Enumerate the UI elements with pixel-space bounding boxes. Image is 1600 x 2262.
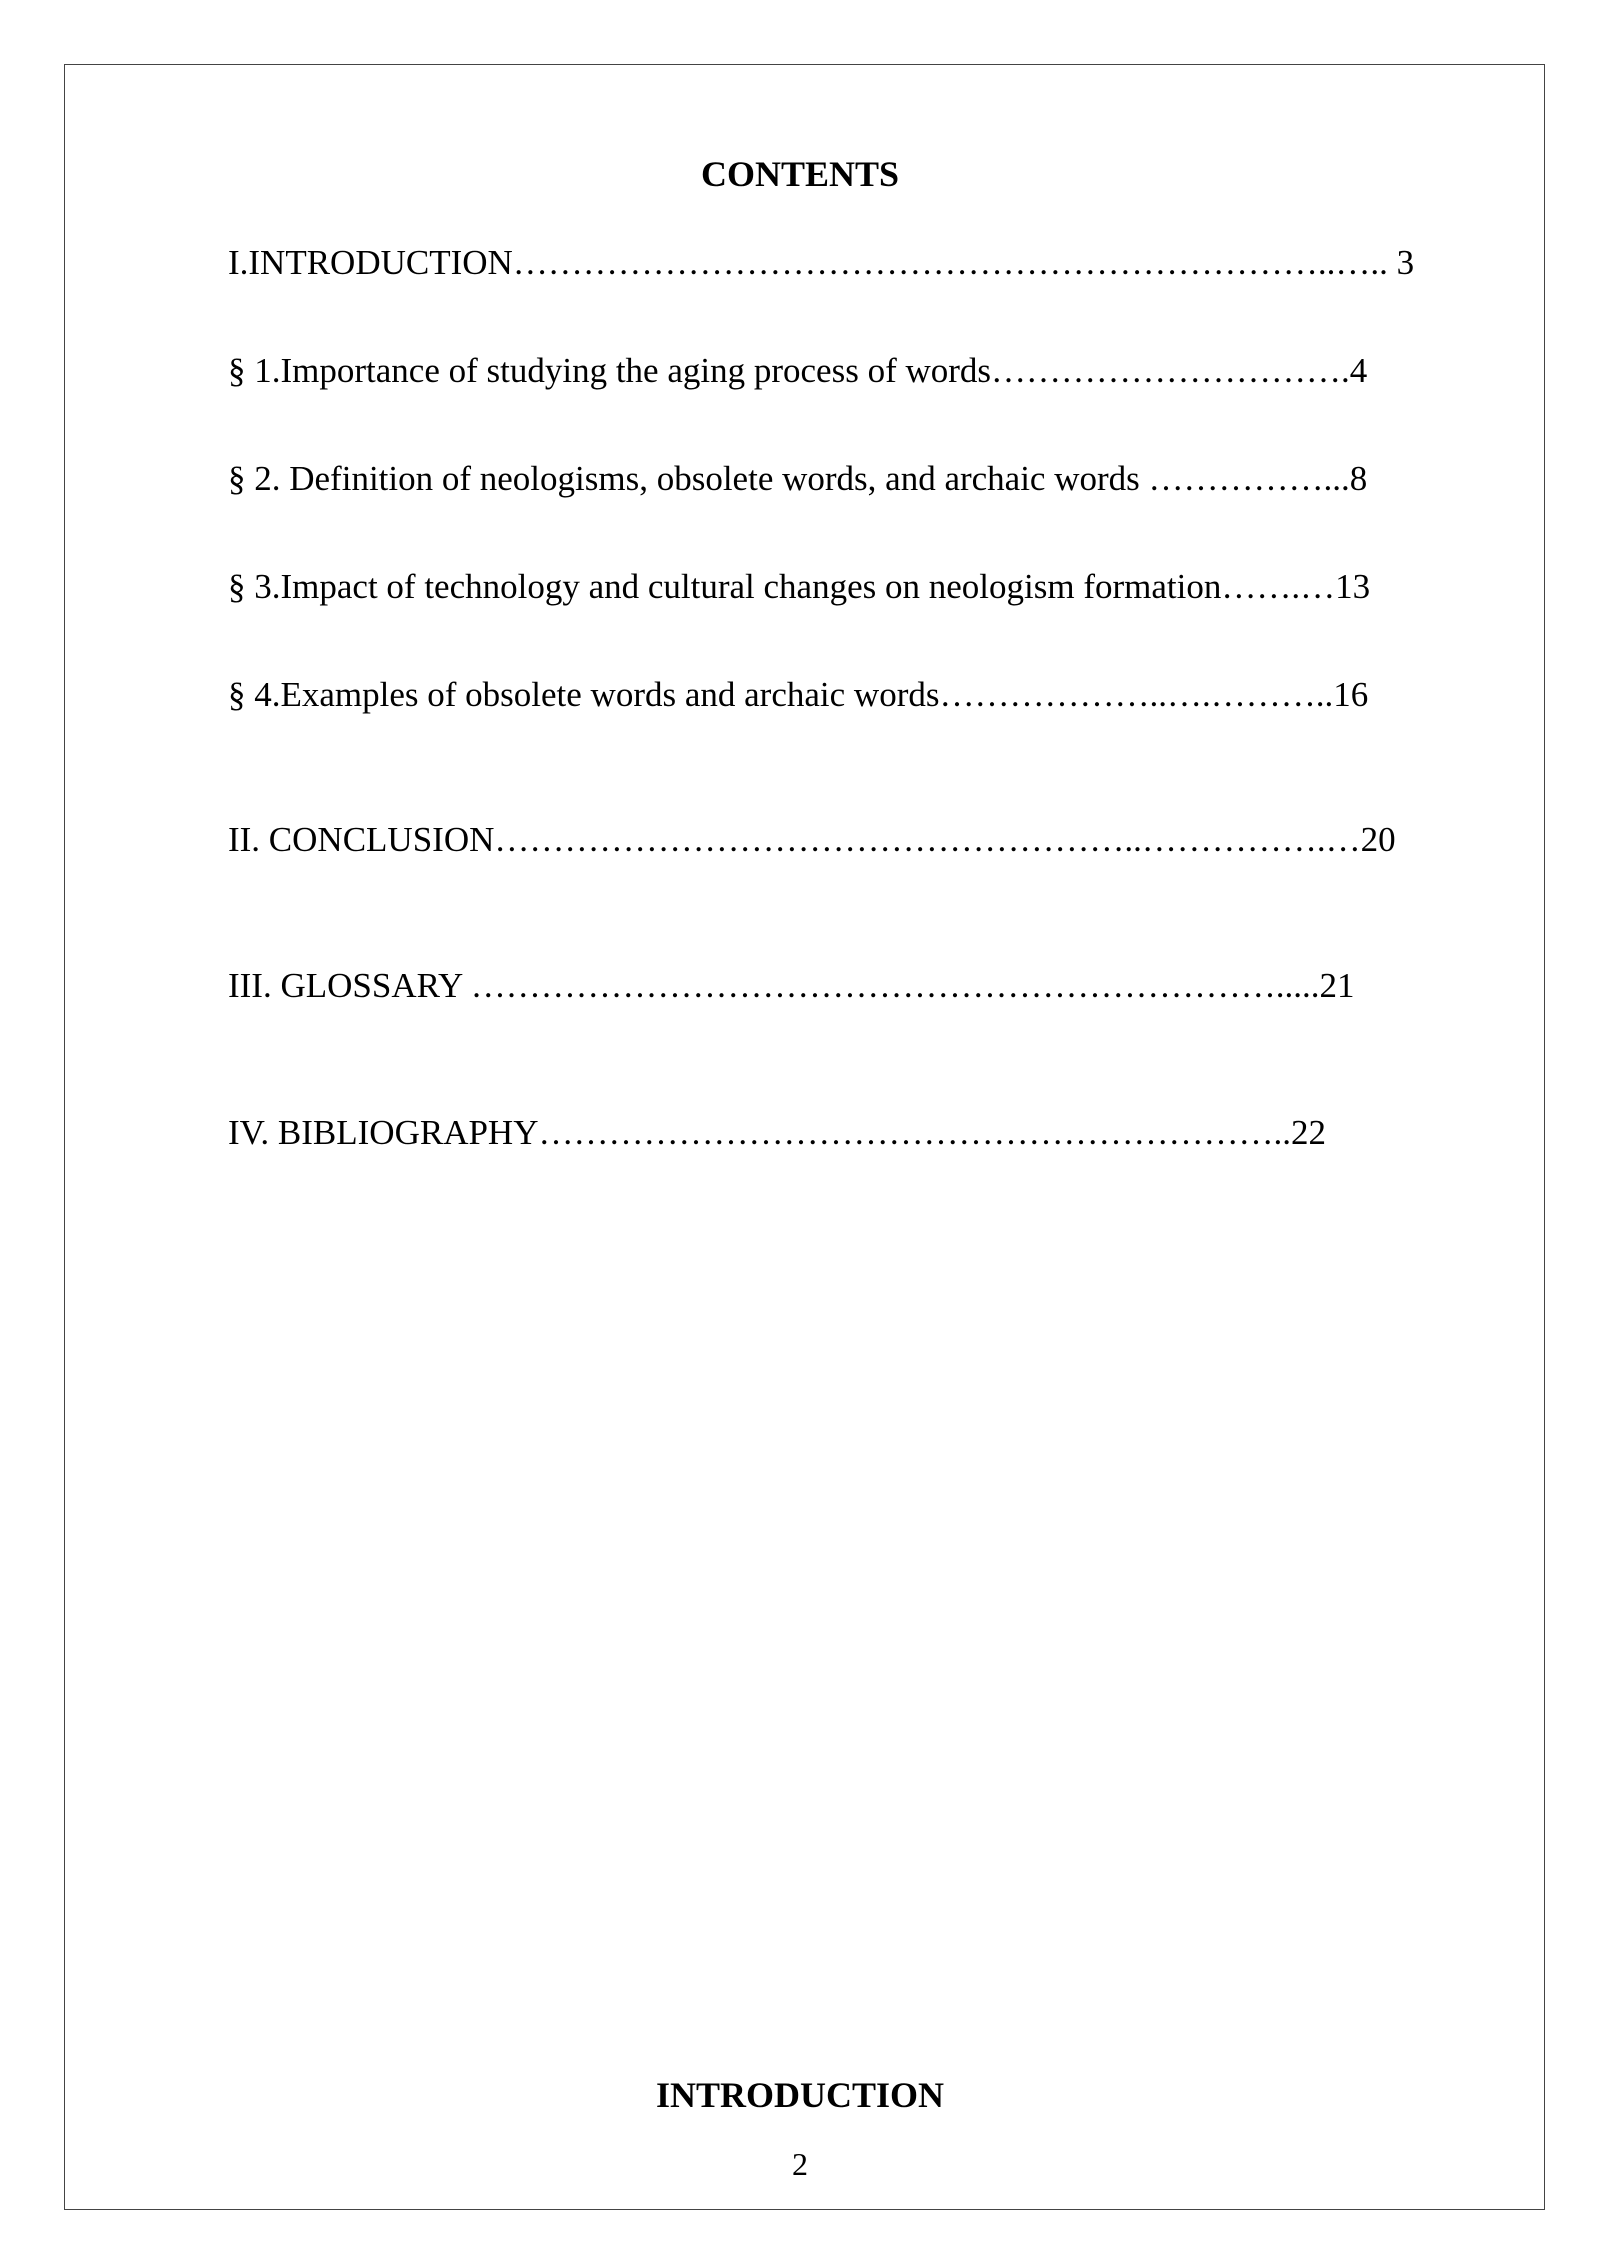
toc-entry-section-1[interactable]: § 1.Importance of studying the aging process of words………………………….4	[228, 351, 1368, 390]
toc-entry-section-3[interactable]: § 3.Impact of technology and cultural changes on neologism formation…….…13	[228, 567, 1371, 606]
page-number: 2	[792, 2146, 808, 2182]
toc-entry-section-4[interactable]: § 4.Examples of obsolete words and archaic words………………..….………..16	[228, 675, 1369, 714]
toc-entry-introduction[interactable]: I.INTRODUCTION……………………………………………………………..….. 3	[228, 243, 1415, 282]
toc-entry-conclusion[interactable]: II. CONCLUSION………………………………………………..…………….…20	[228, 820, 1396, 859]
toc-entry-bibliography[interactable]: IV. BIBLIOGRAPHY………………………………………………………..22	[228, 1113, 1326, 1152]
toc-entry-glossary[interactable]: III. GLOSSARY …………………………………………………………….....21	[228, 966, 1355, 1005]
contents-title: CONTENTS	[700, 154, 900, 194]
toc-entry-section-2[interactable]: § 2. Definition of neologisms, obsolete words, and archaic words ……………...8	[228, 459, 1368, 498]
introduction-heading: INTRODUCTION	[655, 2075, 945, 2115]
